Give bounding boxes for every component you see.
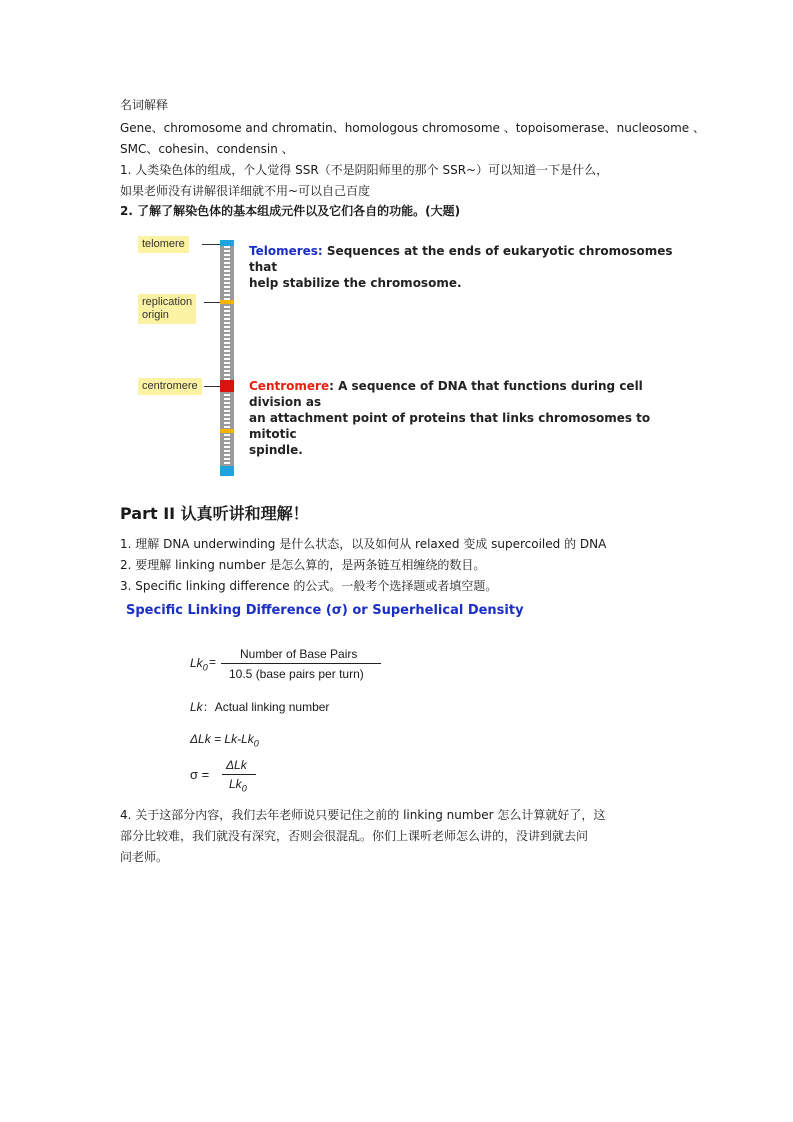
delta-lhs: ΔLk <box>190 732 211 746</box>
item-4-line-1: 4. 关于这部分内容，我们去年老师说只要记住之前的 linking number 怎么计算就好了，这 <box>120 808 606 822</box>
label-telomere: telomere <box>138 236 189 253</box>
formula-heading: Specific Linking Difference (σ) or Superhelical Density <box>126 603 524 618</box>
lk0-fraction-bar <box>221 663 381 664</box>
telomeres-term: Telomeres: <box>249 244 323 258</box>
item-2: 2. 了解了解染色体的基本组成元件以及它们各自的功能。(大题) <box>120 204 461 218</box>
lk0-lhs <box>190 656 208 672</box>
lk0-equals: = <box>209 655 217 669</box>
centromere-def-line1: : A sequence of DNA that functions during cell division as <box>249 379 643 409</box>
part-2-item-3: 3. Specific linking difference 的公式。一般考个选择题或者填空题。 <box>120 579 498 593</box>
sigma-denominator-text: Lk <box>229 777 242 791</box>
telomere-connector <box>202 244 220 245</box>
label-replication-line2: origin <box>142 309 169 321</box>
label-replication-line1: replication <box>142 296 193 308</box>
item-1-line-2: 如果老师没有讲解很详细就不用~可以自己百度 <box>120 184 371 198</box>
origin-connector <box>204 302 220 303</box>
label-replication-origin <box>138 294 196 324</box>
chromosome-figure <box>136 234 676 479</box>
lk0-lhs-text: Lk <box>190 656 203 670</box>
lk0-denominator: 10.5 (base pairs per turn) <box>229 667 364 681</box>
lk-definition <box>190 698 329 715</box>
part-2-item-1: 1. 理解 DNA underwinding 是什么状态，以及如何从 relaxed 变成 supercoiled 的 DNA <box>120 537 607 551</box>
item-1-line-1: 1. 人类染色体的组成，个人觉得 SSR（不是阴阳师里的那个 SSR~）可以知道一下是什么， <box>120 163 609 177</box>
item-4-line-2: 部分比较难，我们就没有深究，否则会很混乱。你们上课听老师怎么讲的，没讲到就去问 <box>120 829 589 843</box>
centromere-band <box>220 380 234 392</box>
terms-line-1: Gene、chromosome and chromatin、homologous chromosome 、topoisomerase、nucleosome 、 <box>120 121 705 135</box>
delta-rhs: = Lk-Lk <box>214 732 254 746</box>
telomere-band-top <box>220 240 234 246</box>
centromere-def-line3: spindle. <box>249 443 303 457</box>
sigma-fraction-bar <box>222 774 256 775</box>
section-heading: 名词解释 <box>120 98 169 112</box>
label-centromere: centromere <box>138 378 202 395</box>
centromere-def-line2: an attachment point of proteins that links chromosomes to mitotic <box>249 411 651 441</box>
lk-def-text: ：Actual linking number <box>202 700 330 714</box>
part-2-title: Part II 认真听讲和理解！ <box>120 504 309 523</box>
telomere-band-bottom <box>220 466 234 476</box>
sigma-denominator-sub: 0 <box>241 783 247 794</box>
sigma-lhs: σ = <box>190 767 210 782</box>
telomeres-def-line2: help stabilize the chromosome. <box>249 276 462 290</box>
centromere-term: Centromere <box>249 379 330 393</box>
lk0-numerator: Number of Base Pairs <box>240 647 358 661</box>
telomeres-def-line1: Sequences at the ends of eukaryotic chromosomes that <box>249 244 673 274</box>
lk-label: Lk <box>190 700 203 714</box>
centromere-connector <box>204 386 220 387</box>
delta-sub: 0 <box>253 738 259 749</box>
chromosome-bar <box>220 240 234 476</box>
part-2-item-2: 2. 要理解 linking number 是怎么算的，是两条链互相缠绕的数目。 <box>120 558 486 572</box>
item-4-line-3: 问老师。 <box>120 850 169 864</box>
lk0-lhs-sub: 0 <box>202 662 208 673</box>
sigma-denominator <box>229 777 247 793</box>
telomeres-definition <box>249 243 676 291</box>
origin-band-1 <box>220 300 234 304</box>
delta-lk-equation <box>190 732 259 748</box>
centromere-definition <box>249 378 676 458</box>
origin-band-2 <box>220 429 234 433</box>
sigma-numerator: ΔLk <box>226 758 247 772</box>
terms-line-2: SMC、cohesin、condensin 、 <box>120 142 294 156</box>
